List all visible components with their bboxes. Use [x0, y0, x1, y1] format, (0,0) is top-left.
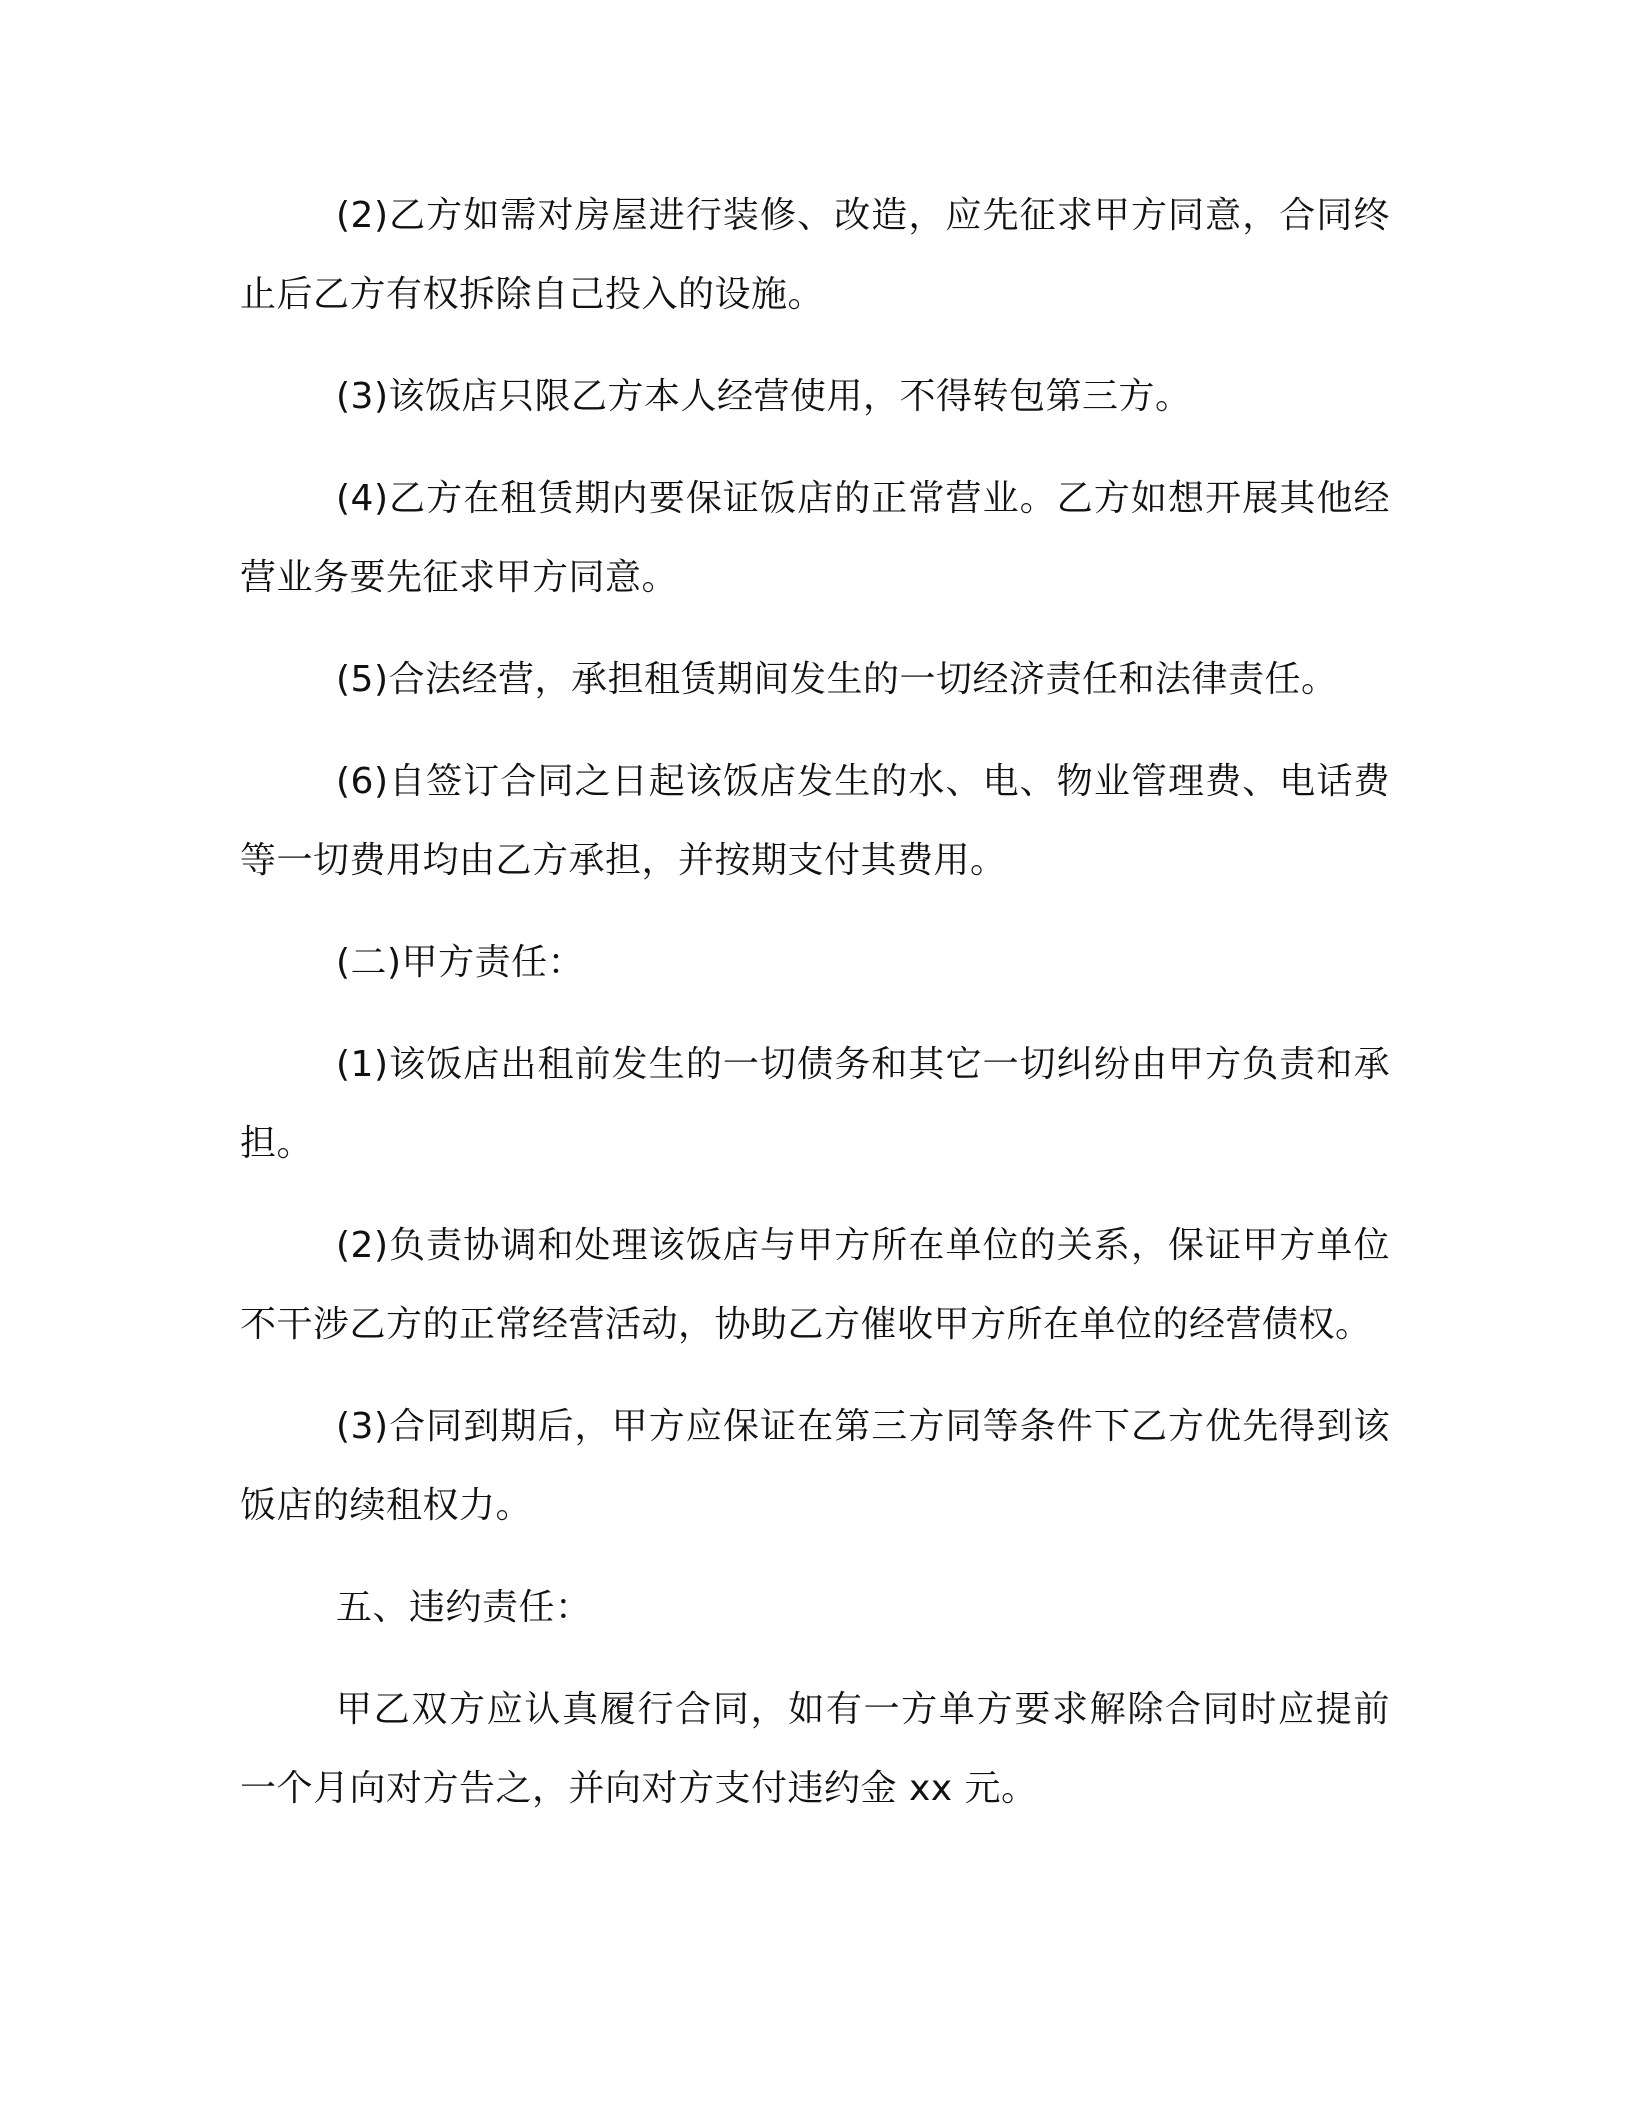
paragraph-clause-4-normal-operation: (4)乙方在租赁期内要保证饭店的正常营业。乙方如想开展其他经营业务要先征求甲方同意。 [240, 478, 1390, 598]
section-heading-breach-liability: 五、违约责任： [336, 1587, 592, 1628]
paragraph-clause-5-lawful-operation: (5)合法经营，承担租赁期间发生的一切经济责任和法律责任。 [336, 659, 1338, 700]
paragraph-party-a-clause-1-debts: (1)该饭店出租前发生的一切债务和其它一切纠纷由甲方负责和承担。 [240, 1044, 1390, 1164]
paragraph-party-a-clause-2-coordination: (2)负责协调和处理该饭店与甲方所在单位的关系，保证甲方单位不干涉乙方的正常经营活动，协助乙方催收甲方所在单位的经营债权。 [240, 1225, 1390, 1345]
paragraph-breach-penalty: 甲乙双方应认真履行合同，如有一方单方要求解除合同时应提前一个月向对方告之，并向对方支付违约金 xx 元。 [240, 1689, 1390, 1809]
paragraph-clause-2-decoration: (2)乙方如需对房屋进行装修、改造，应先征求甲方同意，合同终止后乙方有权拆除自己投入的设施。 [240, 195, 1390, 315]
section-heading-party-a-responsibility: (二)甲方责任： [336, 942, 585, 983]
paragraph-clause-3-no-sublease: (3)该饭店只限乙方本人经营使用，不得转包第三方。 [336, 376, 1192, 417]
document-body [240, 176, 1390, 1851]
paragraph-party-a-clause-3-renewal: (3)合同到期后，甲方应保证在第三方同等条件下乙方优先得到该饭店的续租权力。 [240, 1406, 1390, 1526]
paragraph-clause-6-expenses: (6)自签订合同之日起该饭店发生的水、电、物业管理费、电话费等一切费用均由乙方承担，并按期支付其费用。 [240, 761, 1390, 881]
